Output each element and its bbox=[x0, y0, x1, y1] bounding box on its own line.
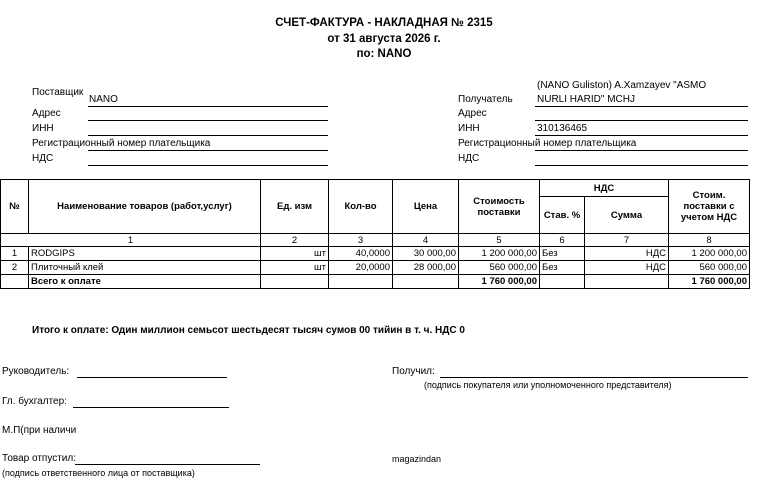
total-empty-cell bbox=[329, 275, 393, 289]
header-name: Наименование товаров (работ,услуг) bbox=[29, 180, 261, 234]
row-price: 30 000,00 bbox=[393, 247, 459, 261]
colnum-cell: 8 bbox=[669, 234, 750, 247]
colnum-cell: 7 bbox=[585, 234, 669, 247]
director-label: Руководитель: bbox=[2, 366, 70, 377]
received-label: Получил: bbox=[392, 366, 435, 377]
supplier-nds-line bbox=[88, 165, 328, 166]
supplier-label: Поставщик bbox=[32, 87, 84, 98]
header-price: Цена bbox=[393, 180, 459, 234]
invoice-po: по: NANO bbox=[356, 48, 412, 60]
total-label: Всего к оплате bbox=[29, 275, 261, 289]
recipient-reg-line bbox=[535, 150, 748, 151]
colnum-cell: 1 bbox=[1, 234, 261, 247]
total-with-nds: 1 760 000,00 bbox=[669, 275, 750, 289]
header-no: № bbox=[1, 180, 29, 234]
row-qty: 40,0000 bbox=[329, 247, 393, 261]
row-qty: 20,0000 bbox=[329, 261, 393, 275]
header-sum: Сумма bbox=[585, 197, 669, 234]
row-sum: НДС bbox=[585, 247, 669, 261]
released-label: Товар отпустил: bbox=[2, 453, 76, 464]
total-empty-cell bbox=[585, 275, 669, 289]
header-total-with-nds: Стоим. поставки с учетом НДС bbox=[669, 180, 750, 234]
stamp-label: М.П(при наличи bbox=[2, 425, 77, 436]
recipient-nds-label: НДС bbox=[458, 153, 480, 164]
received-sign-line bbox=[440, 377, 748, 378]
row-name: Плиточный клей bbox=[29, 261, 261, 275]
total-empty-cell bbox=[393, 275, 459, 289]
row-rate: Без bbox=[540, 247, 585, 261]
table-header-row bbox=[1, 180, 750, 197]
store-text: magazindan bbox=[392, 454, 442, 464]
items-table bbox=[0, 179, 750, 289]
table-row bbox=[1, 247, 750, 261]
total-in-words: Итого к оплате: Один миллион семьсот шестьдесят тысяч сумов 00 тийин в т. ч. НДС 0 bbox=[32, 325, 465, 336]
row-unit: шт bbox=[261, 247, 329, 261]
row-total: 1 200 000,00 bbox=[669, 247, 750, 261]
colnum-cell: 6 bbox=[540, 234, 585, 247]
released-note: (подпись ответственного лица от поставщика) bbox=[2, 468, 195, 478]
supplier-address-line bbox=[88, 120, 328, 121]
recipient-value-line1: (NANO Guliston) A.Xamzayev "ASMO bbox=[537, 80, 707, 91]
header-nds: НДС bbox=[540, 180, 669, 197]
accountant-sign-line bbox=[73, 407, 229, 408]
invoice-date: от 31 августа 2026 г. bbox=[327, 33, 441, 45]
row-total: 560 000,00 bbox=[669, 261, 750, 275]
column-number-row bbox=[1, 234, 750, 247]
row-rate: Без bbox=[540, 261, 585, 275]
row-price: 28 000,00 bbox=[393, 261, 459, 275]
header-unit: Ед. изм bbox=[261, 180, 329, 234]
recipient-address-label: Адрес bbox=[458, 108, 487, 119]
total-empty-cell bbox=[540, 275, 585, 289]
recipient-reg-label: Регистрационный номер плательщика bbox=[458, 138, 637, 149]
recipient-inn-label: ИНН bbox=[458, 123, 480, 134]
supplier-inn-line bbox=[88, 135, 328, 136]
row-no: 1 bbox=[1, 247, 29, 261]
recipient-value-line2: NURLI HARID" MCHJ bbox=[537, 94, 635, 105]
table-row bbox=[1, 261, 750, 275]
supplier-inn-label: ИНН bbox=[32, 123, 54, 134]
recipient-line bbox=[535, 106, 748, 107]
header-cost: Стоимость поставки bbox=[459, 180, 540, 234]
director-sign-line bbox=[77, 377, 227, 378]
total-empty-cell bbox=[1, 275, 29, 289]
released-sign-line bbox=[75, 464, 260, 465]
row-no: 2 bbox=[1, 261, 29, 275]
header-rate: Став. % bbox=[540, 197, 585, 234]
recipient-inn-line bbox=[535, 135, 748, 136]
row-cost: 560 000,00 bbox=[459, 261, 540, 275]
colnum-cell: 4 bbox=[393, 234, 459, 247]
supplier-reg-line bbox=[88, 150, 328, 151]
row-sum: НДС bbox=[585, 261, 669, 275]
invoice-title: СЧЕТ-ФАКТУРА - НАКЛАДНАЯ № 2315 bbox=[275, 17, 493, 29]
accountant-label: Гл. бухгалтер: bbox=[2, 396, 67, 407]
colnum-cell: 2 bbox=[261, 234, 329, 247]
total-empty-cell bbox=[261, 275, 329, 289]
colnum-cell: 3 bbox=[329, 234, 393, 247]
total-row bbox=[1, 275, 750, 289]
header-qty: Кол-во bbox=[329, 180, 393, 234]
supplier-nds-label: НДС bbox=[32, 153, 54, 164]
recipient-nds-line bbox=[535, 165, 748, 166]
supplier-reg-label: Регистрационный номер плательщика bbox=[32, 138, 211, 149]
supplier-line bbox=[88, 106, 328, 107]
row-cost: 1 200 000,00 bbox=[459, 247, 540, 261]
recipient-label: Получатель bbox=[458, 94, 513, 105]
recipient-inn-value: 310136465 bbox=[537, 123, 588, 134]
colnum-cell: 5 bbox=[459, 234, 540, 247]
total-cost: 1 760 000,00 bbox=[459, 275, 540, 289]
recipient-address-line bbox=[535, 120, 748, 121]
received-note: (подпись покупателя или уполномоченного представителя) bbox=[424, 380, 672, 390]
row-unit: шт bbox=[261, 261, 329, 275]
supplier-value: NANO bbox=[89, 94, 118, 105]
row-name: RODGIPS bbox=[29, 247, 261, 261]
supplier-address-label: Адрес bbox=[32, 108, 61, 119]
